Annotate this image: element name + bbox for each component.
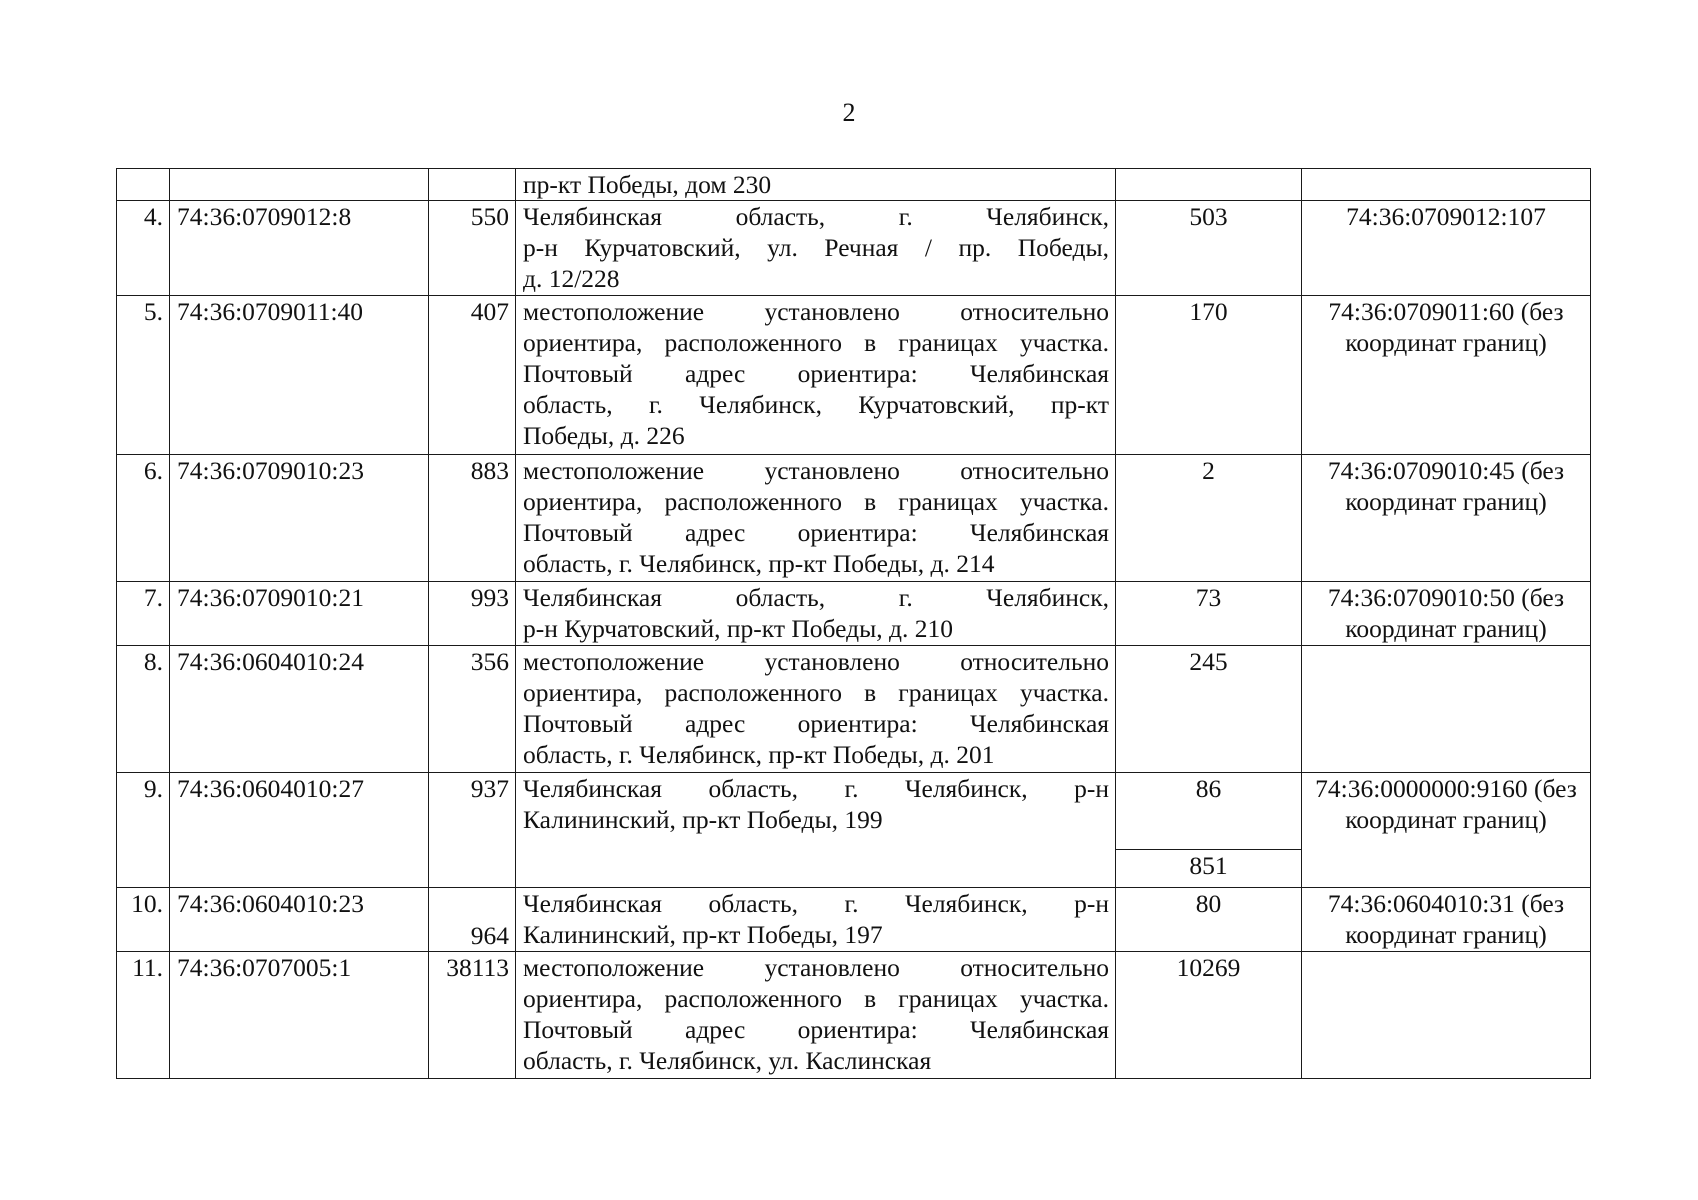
cadastral-number: 74:36:0709010:21 <box>170 582 429 646</box>
part-area <box>1116 169 1302 201</box>
address-line: область, г. Челябинск, пр-кт Победы, д. 201 <box>523 740 995 769</box>
land-plots-table-wrapper <box>116 168 1590 1079</box>
plot-address <box>516 952 1116 1079</box>
related-object: 74:36:0000000:9160 (без координат границ) <box>1302 773 1591 888</box>
row-number: 6. <box>117 455 170 582</box>
plot-address <box>516 296 1116 455</box>
address-line: Челябинская область, г. Челябинск, <box>523 583 1109 612</box>
table-row <box>117 201 1591 296</box>
plot-area: 356 <box>429 646 516 773</box>
cadastral-number: 74:36:0604010:27 <box>170 773 429 888</box>
address-line: местоположение установлено относительно <box>523 647 1109 676</box>
table-row <box>117 582 1591 646</box>
address-line: р-н Курчатовский, ул. Речная / пр. Победы, <box>523 233 1109 262</box>
row-number: 7. <box>117 582 170 646</box>
related-object: 74:36:0709011:60 (без координат границ) <box>1302 296 1591 455</box>
table-row <box>117 296 1591 455</box>
address-line: Почтовый адрес ориентира: Челябинская <box>523 1015 1109 1044</box>
related-object <box>1302 646 1591 773</box>
row-number: 4. <box>117 201 170 296</box>
address-line: Почтовый адрес ориентира: Челябинская <box>523 518 1109 547</box>
address-line: область, г. Челябинск, ул. Каслинская <box>523 1046 932 1075</box>
plot-address <box>516 646 1116 773</box>
address-line: д. 12/228 <box>523 264 620 293</box>
related-object <box>1302 169 1591 201</box>
part-area: 80 <box>1116 888 1302 952</box>
cadastral-number: 74:36:0604010:23 <box>170 888 429 952</box>
table-row <box>117 773 1591 888</box>
plot-address <box>516 169 1116 201</box>
row-number: 8. <box>117 646 170 773</box>
cadastral-number: 74:36:0709012:8 <box>170 201 429 296</box>
address-line: местоположение установлено относительно <box>523 456 1109 485</box>
part-area: 86 <box>1116 773 1301 850</box>
plot-area: 883 <box>429 455 516 582</box>
page-number: 2 <box>842 98 856 127</box>
table-row <box>117 888 1591 952</box>
table-row <box>117 169 1591 201</box>
table-row <box>117 455 1591 582</box>
address-line: Победы, д. 226 <box>523 421 685 450</box>
table-body <box>117 169 1591 1079</box>
address-line: Челябинская область, г. Челябинск, р-н <box>523 889 1109 918</box>
row-number: 10. <box>117 888 170 952</box>
plot-address <box>516 455 1116 582</box>
address-line: местоположение установлено относительно <box>523 953 1109 982</box>
address-line: ориентира, расположенного в границах участка. <box>523 328 1109 357</box>
cadastral-number: 74:36:0709010:23 <box>170 455 429 582</box>
plot-area: 38113 <box>429 952 516 1079</box>
address-line: р-н Курчатовский, пр-кт Победы, д. 210 <box>523 614 953 643</box>
cadastral-number: 74:36:0604010:24 <box>170 646 429 773</box>
plot-address <box>516 582 1116 646</box>
plot-area: 550 <box>429 201 516 296</box>
address-line: пр-кт Победы, дом 230 <box>523 170 772 199</box>
table-row <box>117 952 1591 1079</box>
part-area-second: 851 <box>1189 851 1228 880</box>
address-line: область, г. Челябинск, Курчатовский, пр-кт <box>523 390 1109 419</box>
row-number: 5. <box>117 296 170 455</box>
part-area: 245 <box>1116 646 1302 773</box>
row-number: 11. <box>117 952 170 1079</box>
address-line: Калининский, пр-кт Победы, 197 <box>523 920 883 949</box>
part-area: 2 <box>1116 455 1302 582</box>
address-line: область, г. Челябинск, пр-кт Победы, д. 214 <box>523 549 995 578</box>
table-row <box>117 646 1591 773</box>
plot-address <box>516 201 1116 296</box>
row-number <box>117 169 170 201</box>
address-line: Почтовый адрес ориентира: Челябинская <box>523 359 1109 388</box>
related-object: 74:36:0709012:107 <box>1302 201 1591 296</box>
part-area-split <box>1116 773 1302 888</box>
related-object: 74:36:0709010:50 (без координат границ) <box>1302 582 1591 646</box>
related-object: 74:36:0604010:31 (без координат границ) <box>1302 888 1591 952</box>
address-line: Калининский, пр-кт Победы, 199 <box>523 805 883 834</box>
plot-address <box>516 888 1116 952</box>
cadastral-number: 74:36:0707005:1 <box>170 952 429 1079</box>
plot-area: 937 <box>429 773 516 888</box>
address-line: Челябинская область, г. Челябинск, <box>523 202 1109 231</box>
address-line: ориентира, расположенного в границах участка. <box>523 487 1109 516</box>
plot-area: 407 <box>429 296 516 455</box>
cadastral-number <box>170 169 429 201</box>
plot-area: 993 <box>429 582 516 646</box>
part-area: 73 <box>1116 582 1302 646</box>
plot-address <box>516 773 1116 888</box>
row-number: 9. <box>117 773 170 888</box>
related-object <box>1302 952 1591 1079</box>
plot-area <box>429 169 516 201</box>
related-object: 74:36:0709010:45 (без координат границ) <box>1302 455 1591 582</box>
address-line: местоположение установлено относительно <box>523 297 1109 326</box>
part-area: 170 <box>1116 296 1302 455</box>
address-line: Почтовый адрес ориентира: Челябинская <box>523 709 1109 738</box>
address-line: ориентира, расположенного в границах участка. <box>523 678 1109 707</box>
land-plots-table <box>116 168 1591 1079</box>
address-line: ориентира, расположенного в границах участка. <box>523 984 1109 1013</box>
plot-area: 964 <box>429 888 516 952</box>
address-line: Челябинская область, г. Челябинск, р-н <box>523 774 1109 803</box>
part-area: 10269 <box>1116 952 1302 1079</box>
cadastral-number: 74:36:0709011:40 <box>170 296 429 455</box>
part-area: 503 <box>1116 201 1302 296</box>
